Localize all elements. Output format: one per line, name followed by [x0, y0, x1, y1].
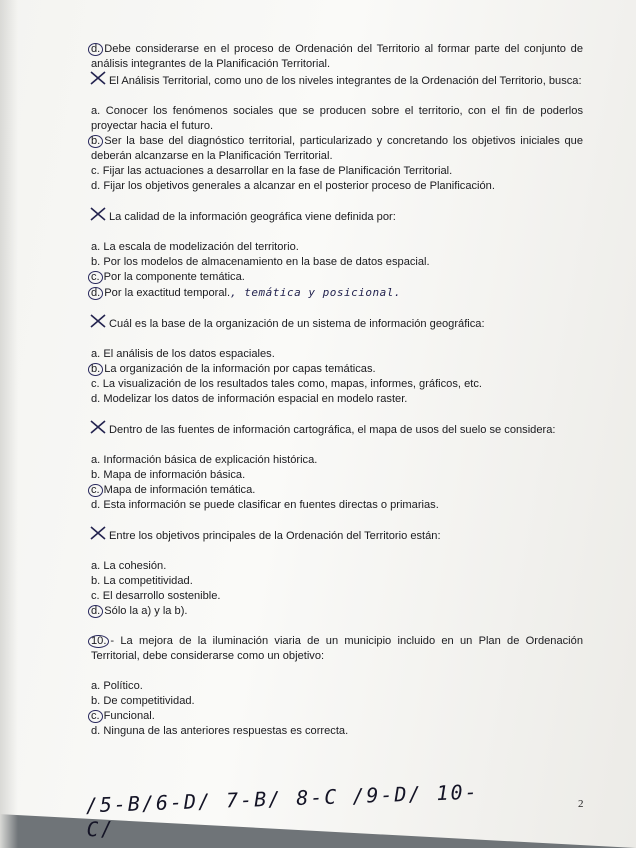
question-9b-text: Entre los objetivos principales de la Ordenación del Territorio están: [109, 530, 441, 542]
option-d: d. Modelizar los datos de información espacial en modelo raster. [91, 393, 408, 405]
option-a: a. La escala de modelización del territorio. [91, 241, 299, 253]
question-6 [91, 73, 583, 194]
circled-letter: c. [88, 484, 103, 497]
intro-option [91, 42, 583, 72]
option-b: b. La organización de la información por capas temáticas. [91, 362, 583, 377]
intro-text: Debe considerarse en el proceso de Ordenación del Territorio al formar parte del conjunto de análisis integrantes de la Planificación Territorial. [91, 43, 583, 70]
option-c: c. Por la componente temática. [91, 270, 583, 285]
question-10 [91, 634, 583, 739]
circled-letter: d. [88, 605, 103, 618]
handwritten-answer-key [85, 779, 506, 842]
options-list [91, 347, 583, 407]
option-a: a. La cohesión. [91, 560, 167, 572]
answer-key-text: /5-B/6-D/ 7-B/ 8-C /9-D/ 10-C/ [85, 779, 480, 842]
options-list [91, 240, 583, 301]
question-text [91, 209, 583, 225]
page-number: 2 [578, 798, 584, 810]
options-list [91, 679, 583, 739]
cross-mark-icon [91, 422, 105, 434]
option-c: c. La visualización de los resultados tales como, mapas, informes, gráficos, etc. [91, 378, 482, 390]
question-text [91, 528, 583, 544]
option-d: d. Ninguna de las anteriores respuestas es correcta. [91, 725, 349, 737]
handwritten-note: , temática y posicional. [230, 286, 402, 299]
question-6-text: El Análisis Territorial, como uno de los niveles integrantes de la Ordenación del Territorio, busca: [109, 75, 582, 87]
option-d: d. Sólo la a) y la b). [91, 604, 583, 619]
cross-mark-icon [91, 528, 105, 540]
options-list [91, 453, 583, 513]
options-list [91, 559, 583, 619]
question-9b [91, 528, 583, 619]
option-b: b. De competitividad. [91, 695, 195, 707]
option-c: c. Mapa de información temática. [91, 483, 583, 498]
question-text [91, 634, 583, 664]
question-10-text: - La mejora de la iluminación viaria de un municipio incluido en un Plan de Ordenación Territorial, debe considerarse como un objetivo: [91, 635, 583, 662]
circled-letter: b. [88, 363, 103, 376]
circled-letter: d. [88, 287, 103, 300]
document-content [91, 42, 583, 754]
option-b: b. Mapa de información básica. [91, 469, 246, 481]
option-d: d. Por la exactitud temporal., temática y posicional. [91, 285, 583, 301]
option-d: d. Esta información se puede clasificar en fuentes directas o primarias. [91, 499, 439, 511]
option-b: b. Ser la base del diagnóstico territorial, particularizado y concretando los objetivos iniciales que deberán alcanzarse en la Planificación Territorial. [91, 134, 583, 164]
question-7 [91, 209, 583, 301]
option-c: c. Funcional. [91, 709, 583, 724]
question-text [91, 422, 583, 438]
page-edge-shadow [0, 0, 18, 848]
option-b: b. La competitividad. [91, 575, 193, 587]
question-9a [91, 422, 583, 513]
cross-mark-icon [91, 73, 105, 85]
question-7-text: La calidad de la información geográfica viene definida por: [109, 211, 396, 223]
circled-letter: b. [88, 135, 103, 148]
option-a: a. Conocer los fenómenos sociales que se producen sobre el territorio, con el fin de poderlos proyectar hacia el futuro. [91, 105, 583, 132]
question-9a-text: Dentro de las fuentes de información cartográfica, el mapa de usos del suelo se considera: [109, 424, 556, 436]
circled-letter: d. [88, 43, 103, 56]
circled-number: 10. [88, 635, 109, 648]
circled-letter: c. [88, 271, 103, 284]
cross-mark-icon [91, 316, 105, 328]
option-d: d. Fijar los objetivos generales a alcanzar en el posterior proceso de Planificación. [91, 180, 495, 192]
option-c: c. Fijar las actuaciones a desarrollar en la fase de Planificación Territorial. [91, 165, 453, 177]
question-text [91, 73, 583, 89]
question-8 [91, 316, 583, 407]
option-a: a. El análisis de los datos espaciales. [91, 348, 275, 360]
circled-letter: c. [88, 710, 103, 723]
cross-mark-icon [91, 209, 105, 221]
question-text [91, 316, 583, 332]
option-a: a. Información básica de explicación histórica. [91, 454, 318, 466]
option-a: a. Político. [91, 680, 143, 692]
option-b: b. Por los modelos de almacenamiento en la base de datos espacial. [91, 256, 430, 268]
option-c: c. El desarrollo sostenible. [91, 590, 221, 602]
options-list [91, 104, 583, 194]
question-8-text: Cuál es la base de la organización de un sistema de información geográfica: [109, 318, 485, 330]
